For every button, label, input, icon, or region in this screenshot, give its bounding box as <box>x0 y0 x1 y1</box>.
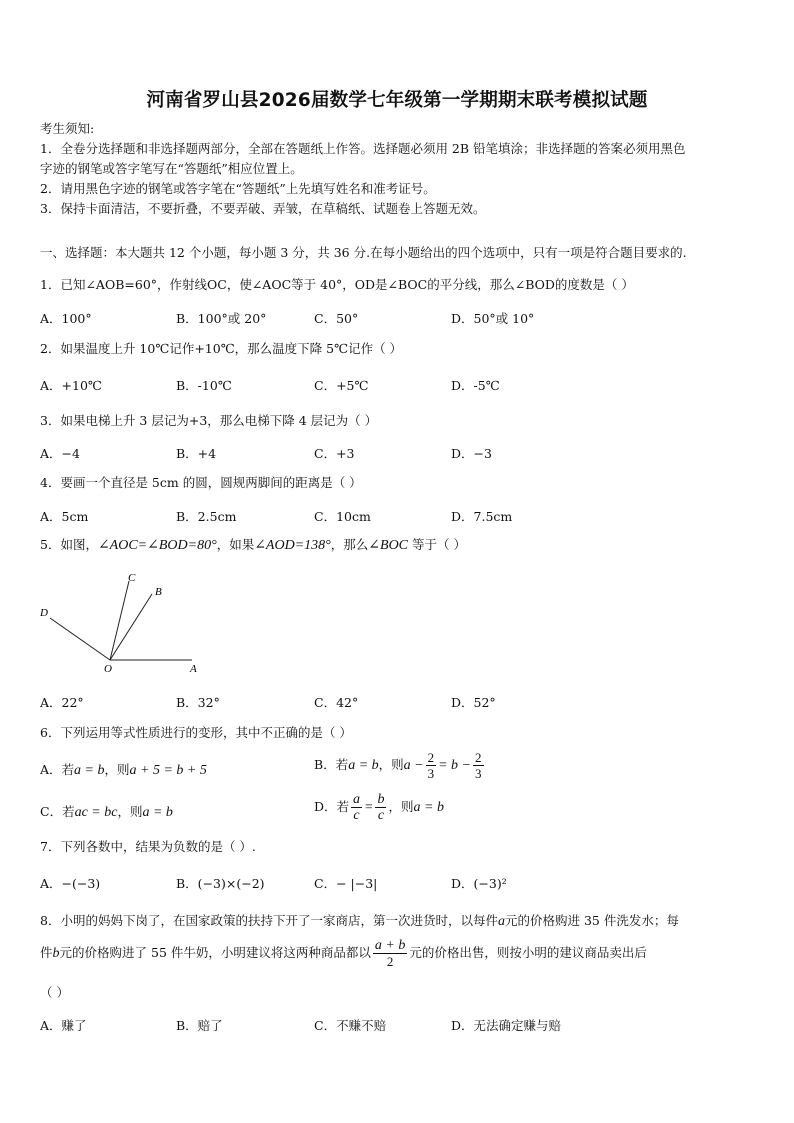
option-label: B．若 <box>314 757 349 772</box>
option-math: a = b <box>74 763 105 778</box>
option-c: C．+3 <box>314 446 355 461</box>
option-b: B．100°或 20° <box>176 311 267 326</box>
option-b: B．32° <box>176 695 220 710</box>
notice-line-3: 3．保持卡面清洁，不要折叠，不要弄破、弄皱，在草稿纸、试题卷上答题无效。 <box>40 201 486 216</box>
option-b: B．2.5cm <box>176 509 237 524</box>
stem-math: b <box>52 946 60 961</box>
notice-heading: 考生须知: <box>40 121 95 136</box>
option-math: a + 5 = b + 5 <box>129 763 207 778</box>
option-d: D．(−3)² <box>451 876 507 891</box>
question-stem: 3．如果电梯上升 3 层记为+3，那么电梯下降 4 层记为（ ） <box>40 413 378 428</box>
ray-oc <box>110 581 129 660</box>
stem-text: 5．如图， <box>40 537 98 552</box>
stem-text: 件 <box>40 945 53 960</box>
option-d: D．−3 <box>451 446 492 461</box>
option-b: B．(−3)×(−2) <box>176 876 265 891</box>
option-a <box>40 760 207 779</box>
numerator: a <box>353 792 361 807</box>
option-d: D．无法确定赚与赔 <box>451 1018 562 1033</box>
option-a: A．100° <box>40 311 92 326</box>
stem-math: ∠BOC <box>368 538 409 553</box>
option-a: A．赚了 <box>40 1018 87 1033</box>
option-c: C．42° <box>314 695 359 710</box>
label-b: B <box>155 586 162 598</box>
denominator: 3 <box>475 766 482 781</box>
stem-text: 元的价格出售，则按小明的建议商品卖出后 <box>409 945 647 960</box>
fraction <box>373 938 407 969</box>
option-c: C．50° <box>314 311 359 326</box>
option-c <box>40 802 173 821</box>
option-c: C．10cm <box>314 509 371 524</box>
question-stem-line-2 <box>40 938 647 969</box>
notice-line-2: 2．请用黑色字迹的钢笔或答字笔在“答题纸”上先填写姓名和准考证号。 <box>40 181 436 196</box>
option-d <box>314 792 444 823</box>
numerator: 2 <box>427 750 435 765</box>
option-b: B．+4 <box>176 446 217 461</box>
stem-math: ∠AOC=∠BOD=80° <box>97 538 217 553</box>
fraction <box>351 792 362 823</box>
option-c: C．+5℃ <box>314 378 369 393</box>
stem-text: 元的价格购进了 55 件牛奶，小明建议将这两种商品都以 <box>59 945 371 960</box>
option-a: A．+10℃ <box>40 378 102 393</box>
label-d: D <box>40 607 48 619</box>
label-o: O <box>104 663 112 675</box>
option-b <box>314 750 486 781</box>
stem-math: ∠AOD=138° <box>254 538 331 553</box>
option-label: D．若 <box>314 799 350 814</box>
numerator: 2 <box>475 750 482 765</box>
option-d: D．7.5cm <box>451 509 513 524</box>
ray-od <box>50 618 110 660</box>
section-heading: 一、选择题：本大题共 12 个小题，每小题 3 分，共 36 分.在每小题给出的四个选项中，只有一项是符合题目要求的. <box>40 245 687 260</box>
option-math: a = b <box>348 758 379 773</box>
question-stem: 6．下列运用等式性质进行的变形，其中不正确的是（ ） <box>40 725 352 740</box>
option-math: = <box>364 800 374 815</box>
question-stem: 2．如果温度上升 10℃记作+10℃，那么温度下降 5℃记作（ ） <box>40 341 403 356</box>
stem-text: ，那么 <box>330 537 369 552</box>
question-stem-line-1 <box>40 912 679 931</box>
option-text: ，则 <box>104 762 130 777</box>
option-math: ac = bc <box>74 805 118 820</box>
option-c: C．不赚不赔 <box>314 1018 387 1033</box>
stem-math: a <box>497 914 505 929</box>
ray-ob <box>110 594 152 660</box>
option-text: ，则 <box>117 804 143 819</box>
option-text: ，则 <box>378 757 404 772</box>
option-a: A．22° <box>40 695 84 710</box>
option-math: = b − <box>438 758 472 773</box>
label-c: C <box>128 572 136 584</box>
numerator: a + b <box>374 938 406 953</box>
question-stem: 1．已知∠AOB=60°，作射线OC，使∠AOC等于 40°，OD是∠BOC的平分线，那么∠BOD的度数是（ ） <box>40 277 634 292</box>
option-d: D．50°或 10° <box>451 311 535 326</box>
denominator: 2 <box>386 954 394 969</box>
fraction <box>375 792 386 823</box>
denominator: c <box>353 808 360 823</box>
option-math: a = b <box>413 800 444 815</box>
option-a: A．−4 <box>40 446 80 461</box>
stem-text: ，如果 <box>216 537 255 552</box>
denominator: c <box>377 808 385 823</box>
denominator: 3 <box>427 766 435 781</box>
stem-text: 等于（ ） <box>408 537 466 552</box>
angle-figure <box>36 568 216 678</box>
question-stem-line-3: （ ） <box>40 985 69 1000</box>
option-a: A．−(−3) <box>40 876 101 891</box>
option-d: D．-5℃ <box>451 378 500 393</box>
option-c: C．− |−3| <box>314 876 378 891</box>
option-b: B．赔了 <box>176 1018 223 1033</box>
option-d: D．52° <box>451 695 496 710</box>
option-label: A．若 <box>40 762 75 777</box>
question-stem <box>40 536 466 555</box>
stem-text: 元的价格购进 35 件洗发水；每 <box>504 913 679 928</box>
option-math: a = b <box>142 805 173 820</box>
option-b: B．-10℃ <box>176 378 232 393</box>
option-a: A．5cm <box>40 509 89 524</box>
page-title: 河南省罗山县2026届数学七年级第一学期期末联考模拟试题 <box>146 90 648 111</box>
numerator: b <box>377 792 385 807</box>
notice-line-1b: 字迹的钢笔或答字笔写在“答题纸”相应位置上。 <box>40 161 303 176</box>
stem-text: 8．小明的妈妈下岗了，在国家政策的扶持下开了一家商店，第一次进货时，以每件 <box>40 913 498 928</box>
label-a: A <box>190 663 197 675</box>
option-label: C．若 <box>40 804 75 819</box>
option-text: ，则 <box>388 799 414 814</box>
notice-line-1a: 1．全卷分选择题和非选择题两部分，全部在答题纸上作答。选择题必须用 2B 铅笔填涂；非选择题的答案必须用黑色 <box>40 141 686 156</box>
fraction <box>426 750 437 781</box>
question-stem: 7．下列各数中，结果为负数的是（ ）. <box>40 839 256 854</box>
option-math: a − <box>403 758 424 773</box>
question-stem: 4．要画一个直径是 5cm 的圆，圆规两脚间的距离是（ ） <box>40 475 362 490</box>
fraction <box>473 750 484 781</box>
